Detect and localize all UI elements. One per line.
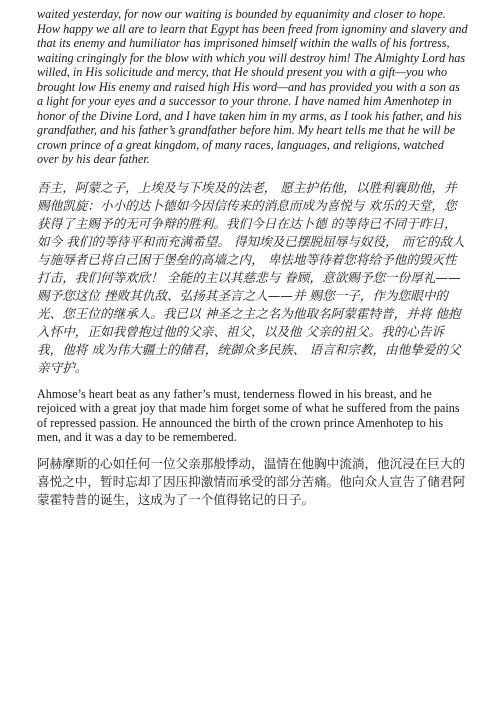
english-letter-paragraph: waited yesterday, for now our waiting is bounded by equanimity and closer to hope. How happy we all are to learn that Egypt has been freed from ignominy and slavery and that its enemy and humiliator has imprisoned himself within the walls of his fortress, waiting cringingly for the blow with which you will destroy him! The Almighty Lord has willed, in His solicitude and mercy, that He should present you with a gift—you who brought low His enemy and raised high His word—and has provided you with a son as a light for your eyes and a successor to your throne. I have named him Amenhotep in honor of the Divine Lord, and I have taken him in my arms, as I took his father, and his grandfather, and his father’s grandfather before him. My heart tells me that he will be crown prince of a great kingdom, of many races, languages, and religions, watched over by his dear father.: [37, 7, 468, 166]
chinese-letter-paragraph: 吾主，阿蒙之子，上埃及与下埃及的法老， 愿主护佑他，以胜利襄助他，并赐他凯旋：小小的达卜德如今因信传来的消息而成为喜悦与 欢乐的天堂，您获得了主赐予的无可争辩的胜利。我们今日在达卜德 的等待已不同于昨日，如今 我们的等待平和而充满希望。 得知埃及已摆脱屈辱与奴役， 而它的敌人与施辱者已将自己困于堡垒的高墙之内， 卑怯地等待着您将给予他的毁灭性打击，我们何等欢欣！ 全能的主以其慈悲与 眷顾，意欲赐予您一份厚礼——赐予您这位 挫败其仇敌、弘扬其圣言之人——并 赐您一子，作为您眼中的光、您王位的继承人。我已以 神圣之主之名为他取名阿蒙霍特普，并将 他抱入怀中，正如我曾抱过他的父亲、祖父，以及他 父亲的祖父。我的心告诉我，他将 成为伟大疆土的储君，统御众多民族、 语言和宗教，由他挚爱的父亲守护。: [37, 179, 465, 375]
english-narrative-paragraph: Ahmose’s heart beat as any father’s must, tenderness flowed in his breast, and he rejoiced with a great joy that made him forget some of what he suffered from the pains of repressed passion. He announced the birth of the crown prince Amenhotep to his men, and it was a day to be remembered.: [37, 386, 460, 444]
chinese-narrative-paragraph: 阿赫摩斯的心如任何一位父亲那般悸动，温情在他胸中流淌，他沉浸在巨大的喜悦之中，暂时忘却了因压抑激情而承受的部分苦痛。他向众人宣告了储君阿蒙霍特普的诞生，这成为了一个值得铭记的日子。: [37, 455, 466, 507]
